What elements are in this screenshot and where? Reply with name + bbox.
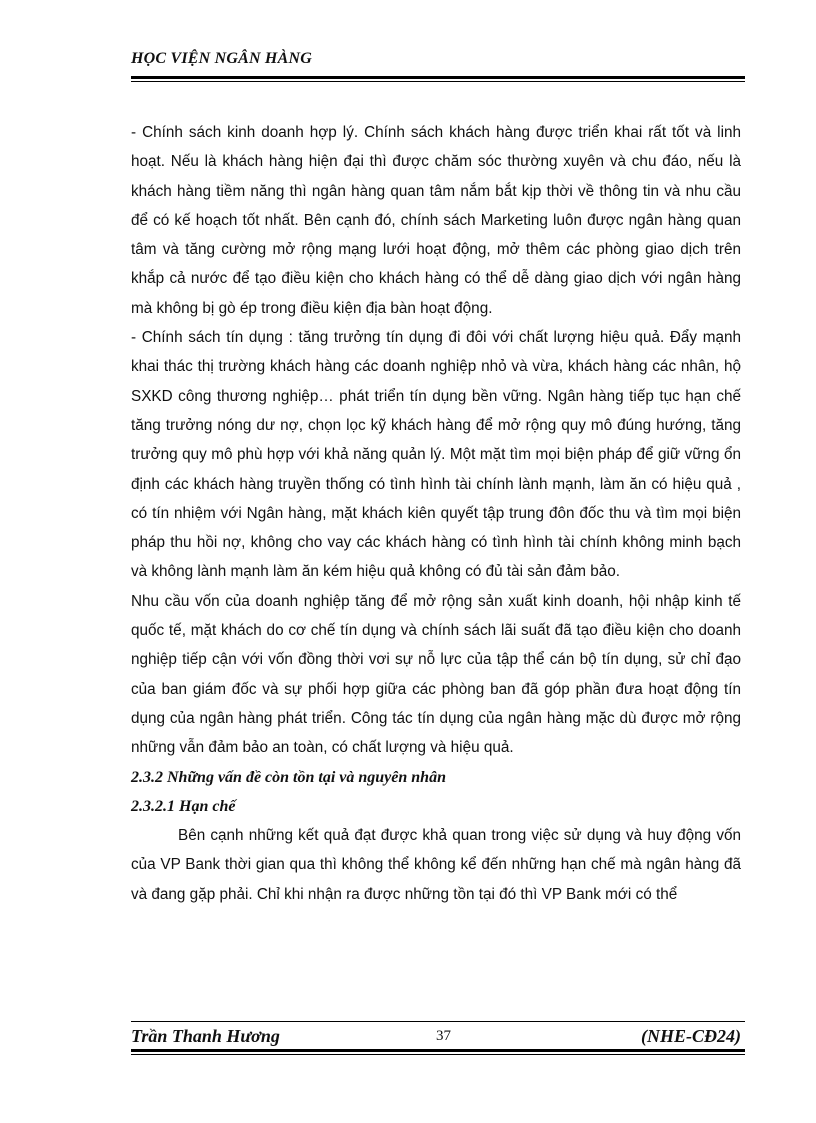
paragraph-business-policy: - Chính sách kinh doanh hợp lý. Chính sách khách hàng được triển khai rất tốt và linh hoạt. Nếu là khách hàng hiện đại thì được chăm sóc thường xuyên và chu đáo, nếu là khách hàng tiềm năng thì ngân hàng quan tâm nắm bắt kịp thời về thông tin và nhu cầu để có kế hoạch tốt nhất. Bên cạnh đó, chính sách Marketing luôn được ngân hàng quan tâm và tăng cường mở rộng mạng lưới hoạt động, mở thêm các phòng giao dịch trên khắp cả nước để tạo điều kiện cho khách hàng có thể dễ dàng giao dịch với ngân hàng mà không bị gò ép trong điều kiện địa bàn hoạt động. — [131, 124, 741, 317]
footer-page-number: 37 — [436, 1028, 451, 1044]
paragraph-limitations: Bên cạnh những kết quả đạt được khả quan trong việc sử dụng và huy động vốn của VP Bank thời gian qua thì không thể không kể đến những hạn chế mà ngân hàng đã và đang gặp phải. Chỉ khi nhận ra được những tồn tại đó thì VP Bank mới có thể — [131, 827, 741, 903]
footer-rule-thin — [131, 1054, 745, 1055]
footer-author: Trần Thanh Hương — [131, 1026, 280, 1046]
header-rule-thick — [131, 76, 745, 79]
page-header-title: HỌC VIỆN NGÂN HÀNG — [131, 50, 312, 67]
document-body — [131, 118, 741, 909]
footer-rule-thick — [131, 1049, 745, 1052]
paragraph-credit-policy: - Chính sách tín dụng : tăng trưởng tín dụng đi đôi với chất lượng hiệu quả. Đẩy mạnh khai thác thị trường khách hàng các doanh nghiệp nhỏ và vừa, khách hàng các nhân, hộ SXKD công thương nghiệp… phát triển tín dụng bền vững. Ngân hàng tiếp tục hạn chế tăng trưởng nóng dư nợ, chọn lọc kỹ khách hàng để mở rộng quy mô đúng hướng, tăng trưởng quy mô phù hợp với khả năng quản lý. Một mặt tìm mọi biện pháp để giữ vững ổn định các khách hàng truyền thống có tình hình tài chính lành mạnh, làm ăn có hiệu quả , có tín nhiệm với Ngân hàng, mặt khách kiên quyết tập trung đôn đốc thu và tìm mọi biện pháp thu hồi nợ, không cho vay các khách hàng có tình hình tài chính không minh bạch và không lành mạnh làm ăn kém hiệu quả không có đủ tài sản đảm bảo. — [131, 329, 741, 581]
paragraph-capital-demand: Nhu cầu vốn của doanh nghiệp tăng để mở rộng sản xuất kinh doanh, hội nhập kinh tế quốc tế, mặt khách do cơ chế tín dụng và chính sách lãi suất đã tạo điều kiện cho doanh nghiệp tiếp cận với vốn đồng thời vơi sự nỗ lực của tập thể cán bộ tín dụng, sử chỉ đạo của ban giám đốc và sự phối hợp giữa các phòng ban đã góp phần đưa hoạt động tín dụng của ngân hàng phát triển. Công tác tín dụng của ngân hàng mặc dù được mở rộng những vẫn đảm bảo an toàn, có chất lượng và hiệu quả. — [131, 592, 741, 757]
footer-rule-top — [131, 1021, 745, 1022]
section-heading-2-3-2-1: 2.3.2.1 Hạn chế — [131, 797, 236, 815]
footer-class-code: (NHE-CĐ24) — [641, 1026, 741, 1046]
section-heading-2-3-2: 2.3.2 Những vấn đề còn tồn tại và nguyên nhân — [131, 768, 446, 786]
header-rule-thin — [131, 81, 745, 82]
